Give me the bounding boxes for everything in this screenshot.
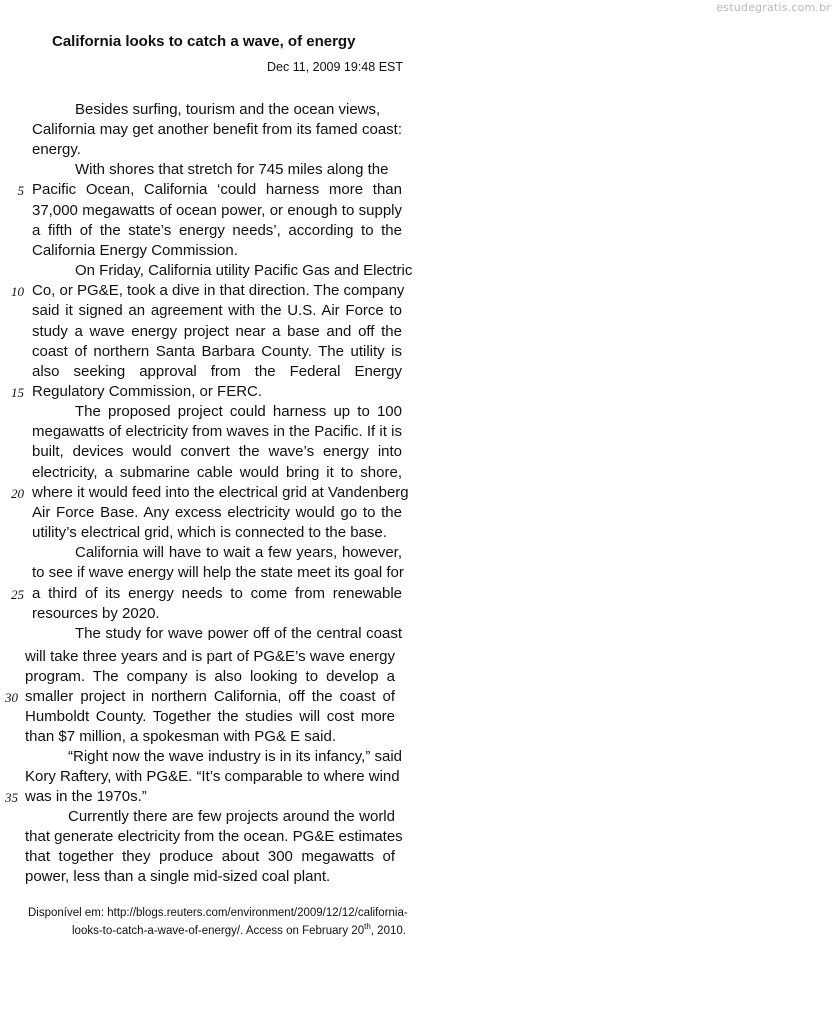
line-number: 15 bbox=[11, 385, 24, 400]
text-line: power, less than a single mid-sized coal plant. bbox=[25, 868, 331, 885]
article-title: California looks to catch a wave, of energy bbox=[52, 33, 356, 50]
line-number: 20 bbox=[11, 486, 24, 501]
text-line: smaller project in northern California, off the coast of bbox=[25, 688, 395, 705]
text-line: to see if wave energy will help the state meet its goal for bbox=[32, 564, 404, 581]
text-line: Besides surfing, tourism and the ocean views, bbox=[75, 101, 381, 118]
text-line: Pacific Ocean, California ‘could harness more than bbox=[32, 181, 402, 198]
text-line: Kory Raftery, with PG&E. “It’s comparable to where wind bbox=[25, 768, 400, 785]
text-line: built, devices would convert the wave’s energy into bbox=[32, 443, 402, 460]
text-line: Humboldt County. Together the studies will cost more bbox=[25, 708, 395, 725]
text-line: utility’s electrical grid, which is connected to the base. bbox=[32, 524, 387, 541]
text-line: Currently there are few projects around the world bbox=[68, 808, 395, 825]
text-line: a fifth of the state’s energy needs’, according to the bbox=[32, 222, 402, 239]
text-line: California will have to wait a few years, however, bbox=[75, 544, 402, 561]
line-number: 30 bbox=[5, 690, 18, 705]
watermark: estudegratis.com.br bbox=[716, 1, 831, 14]
line-number: 10 bbox=[11, 284, 24, 299]
text-line: that together they produce about 300 megawatts of bbox=[25, 848, 395, 865]
text-line: The study for wave power off of the central coast bbox=[75, 625, 402, 640]
text-line: than $7 million, a spokesman with PG& E said. bbox=[25, 728, 336, 745]
text-line: megawatts of electricity from waves in the Pacific. If it is bbox=[32, 423, 402, 440]
line-number: 5 bbox=[17, 183, 24, 198]
source-citation-text: looks-to-catch-a-wave-of-energy/. Access on February 20 bbox=[72, 925, 365, 937]
text-line: electricity, a submarine cable would bring it to shore, bbox=[32, 464, 402, 481]
source-citation-year: , 2010. bbox=[370, 925, 406, 937]
text-line: said it signed an agreement with the U.S. Air Force to bbox=[32, 302, 402, 319]
text-line: Regulatory Commission, or FERC. bbox=[32, 383, 263, 400]
text-line: Co, or PG&E, took a dive in that direction. The company bbox=[32, 282, 405, 299]
text-line: was in the 1970s.” bbox=[25, 788, 147, 805]
text-line: On Friday, California utility Pacific Gas and Electric bbox=[75, 262, 413, 279]
text-line: that generate electricity from the ocean. PG&E estimates bbox=[25, 828, 403, 845]
text-line: coast of northern Santa Barbara County. The utility is bbox=[32, 343, 402, 360]
text-line: resources by 2020. bbox=[32, 605, 160, 622]
line-number: 25 bbox=[11, 587, 24, 602]
text-line: With shores that stretch for 745 miles along the bbox=[75, 161, 389, 178]
line-number: 35 bbox=[5, 790, 18, 805]
text-line: a third of its energy needs to come from renewable bbox=[32, 585, 402, 602]
text-line: where it would feed into the electrical grid at Vandenberg bbox=[32, 484, 409, 501]
text-line: California may get another benefit from its famed coast: bbox=[32, 121, 402, 138]
source-citation-line-1: Disponível em: http://blogs.reuters.com/environment/2009/12/12/california- bbox=[28, 907, 408, 919]
text-line: “Right now the wave industry is in its infancy,” said bbox=[68, 748, 403, 765]
text-line: California Energy Commission. bbox=[32, 242, 238, 259]
text-line: 37,000 megawatts of ocean power, or enough to supply bbox=[32, 202, 402, 219]
text-line: The proposed project could harness up to 100 bbox=[75, 403, 402, 420]
article-dateline: Dec 11, 2009 19:48 EST bbox=[267, 60, 403, 74]
text-line: study a wave energy project near a base and off the bbox=[32, 323, 402, 340]
text-line: energy. bbox=[32, 141, 81, 158]
text-line: Air Force Base. Any excess electricity would go to the bbox=[32, 504, 402, 521]
text-line: also seeking approval from the Federal Energy bbox=[32, 363, 402, 380]
text-line: will take three years and is part of PG&E’s wave energy bbox=[25, 648, 395, 665]
ordinal-suffix: th bbox=[364, 922, 371, 932]
text-line: program. The company is also looking to develop a bbox=[25, 668, 395, 685]
source-citation-line-2 bbox=[72, 922, 406, 940]
